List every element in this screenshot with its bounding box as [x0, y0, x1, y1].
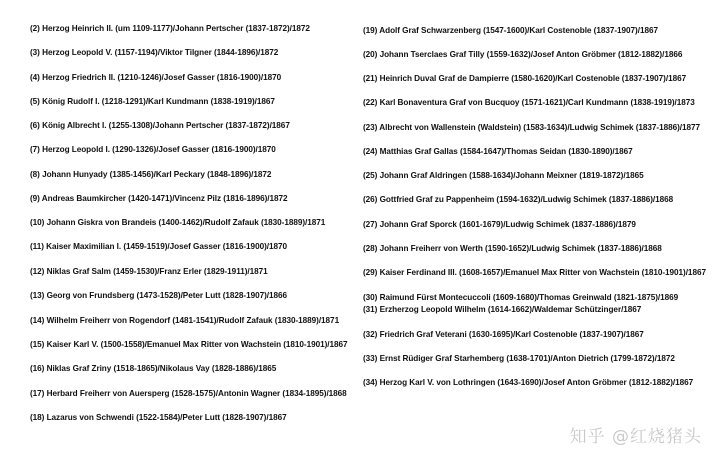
watermark: 知乎 @红烧猪头 [569, 427, 702, 447]
list-item: (9) Andreas Baumkircher (1420-1471)/Vincenz Pilz (1816-1896)/1872 [30, 194, 288, 203]
list-item: (12) Niklas Graf Salm (1459-1530)/Franz Erler (1829-1911)/1871 [30, 267, 268, 276]
list-item: (33) Ernst Rüdiger Graf Starhemberg (1638-1701)/Anton Dietrich (1799-1872)/1872 [363, 354, 675, 363]
list-item: (18) Lazarus von Schwendi (1522-1584)/Peter Lutt (1828-1907)/1867 [30, 413, 287, 422]
list-item: (2) Herzog Heinrich II. (um 1109-1177)/Johann Pertscher (1837-1872)/1872 [30, 24, 310, 33]
list-item: (32) Friedrich Graf Veterani (1630-1695)/Karl Costenoble (1837-1907)/1867 [363, 330, 644, 339]
list-item: (7) Herzog Leopold I. (1290-1326)/Josef Gasser (1816-1900)/1870 [30, 145, 276, 154]
list-item: (23) Albrecht von Wallenstein (Waldstein) (1583-1634)/Ludwig Schimek (1837-1886)/1877 [363, 123, 701, 132]
list-item: (3) Herzog Leopold V. (1157-1194)/Viktor Tilgner (1844-1896)/1872 [30, 48, 279, 57]
list-item: (16) Niklas Graf Zriny (1518-1865)/Nikolaus Vay (1828-1886)/1865 [30, 364, 277, 373]
list-item: (24) Matthias Graf Gallas (1584-1647)/Thomas Seidan (1830-1890)/1867 [363, 147, 633, 156]
list-item: (25) Johann Graf Aldringen (1588-1634)/Johann Meixner (1819-1872)/1865 [363, 171, 644, 180]
list-item: (26) Gottfried Graf zu Pappenheim (1594-1632)/Ludwig Schimek (1837-1886)/1868 [363, 195, 674, 204]
list-item: (11) Kaiser Maximilian I. (1459-1519)/Josef Gasser (1816-1900)/1870 [30, 242, 287, 251]
list-item: (14) Wilhelm Freiherr von Rogendorf (1481-1541)/Rudolf Zafauk (1830-1889)/1871 [30, 316, 340, 325]
list-item: (28) Johann Freiherr von Werth (1590-1652)/Ludwig Schimek (1837-1886)/1868 [363, 244, 662, 253]
list-item: (13) Georg von Frundsberg (1473-1528)/Peter Lutt (1828-1907)/1866 [30, 291, 288, 300]
list-item: (6) König Albrecht I. (1255-1308)/Johann Pertscher (1837-1872)/1867 [30, 121, 290, 130]
list-item: (8) Johann Hunyady (1385-1456)/Karl Peckary (1848-1896)/1872 [30, 170, 272, 179]
list-item: (5) König Rudolf I. (1218-1291)/Karl Kundmann (1838-1919)/1867 [30, 97, 275, 106]
list-item: (19) Adolf Graf Schwarzenberg (1547-1600)/Karl Costenoble (1837-1907)/1867 [363, 26, 658, 35]
list-item: (29) Kaiser Ferdinand III. (1608-1657)/Emanuel Max Ritter von Wachstein (1810-1901)/1867 [363, 268, 706, 277]
list-item: (20) Johann Tserclaes Graf Tilly (1559-1632)/Josef Anton Gröbmer (1812-1882)/1866 [363, 50, 683, 59]
list-item: (15) Kaiser Karl V. (1500-1558)/Emanuel Max Ritter von Wachstein (1810-1901)/1867 [30, 340, 348, 349]
list-item: (34) Herzog Karl V. von Lothringen (1643-1690)/Josef Anton Gröbmer (1812-1882)/1867 [363, 378, 694, 387]
list-item: (10) Johann Giskra von Brandeis (1400-1462)/Rudolf Zafauk (1830-1889)/1871 [30, 218, 326, 227]
list-item: (4) Herzog Friedrich II. (1210-1246)/Josef Gasser (1816-1900)/1870 [30, 73, 282, 82]
list-item: (27) Johann Graf Sporck (1601-1679)/Ludwig Schimek (1837-1886)/1879 [363, 220, 636, 229]
list-item: (30) Raimund Fürst Montecuccoli (1609-1680)/Thomas Greinwald (1821-1875)/1869 [363, 293, 679, 302]
list-item: (17) Herbard Freiherr von Auersperg (1528-1575)/Antonin Wagner (1834-1895)/1868 [30, 389, 347, 398]
list-item: (21) Heinrich Duval Graf de Dampierre (1580-1620)/Karl Costenoble (1837-1907)/1867 [363, 74, 687, 83]
list-item: (22) Karl Bonaventura Graf von Bucquoy (1571-1621)/Carl Kundmann (1838-1919)/1873 [363, 98, 695, 107]
list-item: (31) Erzherzog Leopold Wilhelm (1614-1662)/Waldemar Schützinger/1867 [363, 305, 642, 314]
